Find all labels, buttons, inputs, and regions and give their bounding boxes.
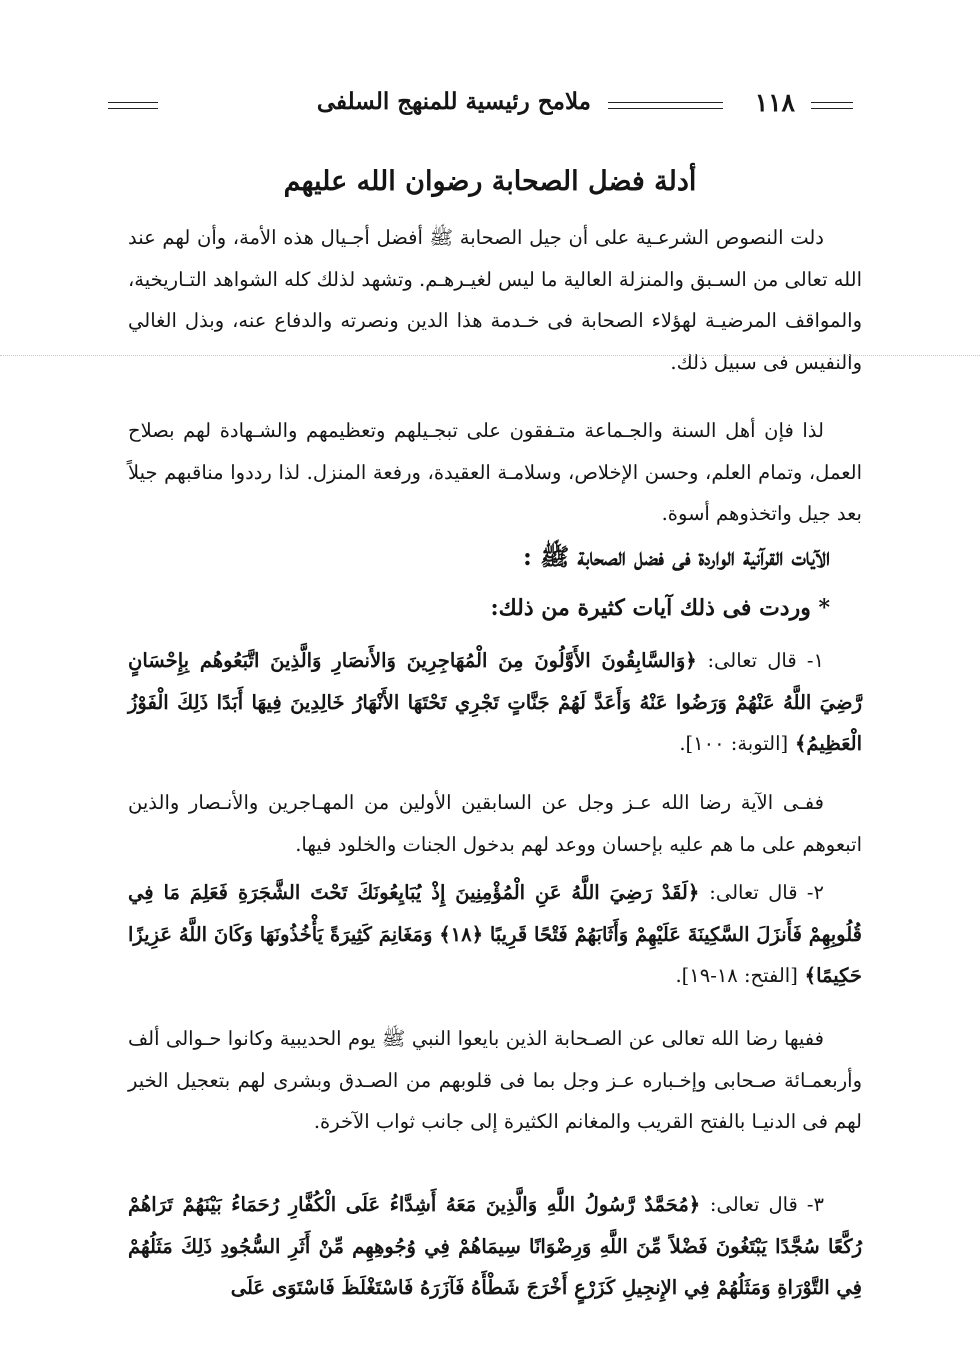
- verse-3: [128, 1184, 862, 1309]
- verse-1-text: ﴿وَالسَّابِقُونَ الأَوَّلُونَ مِنَ الْمُهَاجِرِينَ وَالأَنصَارِ وَالَّذِينَ اتَّبَعُوهُم بِإِحْسَانٍ رَّضِيَ اللَّهُ عَنْهُمْ وَرَضُوا عَنْهُ وَأَعَدَّ لَهُمْ جَنَّاتٍ تَجْرِي تَحْتَهَا الأَنْهَارُ خَالِدِينَ فِيهَا أَبَدًا ذَلِكَ الْفَوْزُ الْعَظِيمُ﴾: [128, 649, 862, 755]
- header-rule-left: [108, 102, 158, 109]
- page-number: ١١٨: [754, 88, 795, 117]
- paragraph-ahl-sunnah: لذا فإن أهل السنة والجـماعة متـفقون على تبجـيلهم وتعظيمهم والشـهادة لهم بصلاح العمل، وتمام العلم، وحسن الإخلاص، وسلامـة العقيدة، ورفعة المنزل. لذا رددوا مناقبهم جيلاً بعد جيل واتخذوهم أسوة.: [128, 419, 862, 525]
- verse-1-reference: [التوبة: ١٠٠].: [679, 732, 789, 755]
- verse-3-lead: ٣- قال تعالى:: [709, 1193, 824, 1216]
- header-rule-right: [811, 102, 853, 109]
- intro-line: * وردت فى ذلك آيات كثيرة من ذلك:: [490, 595, 830, 621]
- subheading-quranic-verses: الآيات القرآنية الواردة فى فضل الصحابة ﷺ :: [522, 542, 830, 571]
- scan-line-artifact: [0, 355, 980, 356]
- verse-3-text: ﴿مُحَمَّدٌ رَّسُولُ اللَّهِ وَالَّذِينَ مَعَهُ أَشِدَّاءُ عَلَى الْكُفَّارِ رُحَمَاءُ بَيْنَهُمْ تَرَاهُمْ رُكَّعًا سُجَّدًا يَبْتَغُونَ فَضْلاً مِّنَ اللَّهِ وَرِضْوَانًا سِيمَاهُمْ فِي وُجُوهِهِم مِّنْ أَثَرِ السُّجُودِ ذَلِكَ مَثَلُهُمْ فِي التَّوْرَاةِ وَمَثَلُهُمْ فِي الإِنجِيلِ كَزَرْعٍ أَخْرَجَ شَطْأَهُ فَآزَرَهُ فَاسْتَغْلَظَ فَاسْتَوَى عَلَى: [128, 1193, 862, 1299]
- verse-2: [128, 872, 862, 997]
- verse-2-text: ﴿لَقَدْ رَضِيَ اللَّهُ عَنِ الْمُؤْمِنِينَ إِذْ يُبَايِعُونَكَ تَحْتَ الشَّجَرَةِ فَعَلِمَ مَا فِي قُلُوبِهِمْ فَأَنزَلَ السَّكِينَةَ عَلَيْهِمْ وَأَثَابَهُمْ فَتْحًا قَرِيبًا ﴿١٨﴾ وَمَغَانِمَ كَثِيرَةً يَأْخُذُونَهَا وَكَانَ اللَّهُ عَزِيزًا حَكِيمًا﴾: [128, 881, 862, 987]
- verse-1: [128, 640, 862, 765]
- running-title: ملامح رئيسية للمنهج السلفى: [316, 88, 591, 115]
- commentary-1: ففـى الآية رضا الله عـز وجل عن السابقين الأولين من المهـاجرين والأنـصار والذين اتبعوهم على ما هم عليه بإحسان ووعد لهم بدخول الجنات والخلود فيها.: [128, 791, 862, 856]
- header-rule-middle: [608, 102, 723, 109]
- running-header: [108, 88, 853, 118]
- verse-2-reference: [الفتح: ١٨-١٩].: [675, 964, 798, 987]
- verse-1-lead: ١- قال تعالى:: [707, 649, 824, 672]
- commentary-2: ففيها رضا الله تعالى عن الصـحابة الذين بايعوا النبي ﷺ يوم الحديبية وكانوا حـوالى ألف وأربعمـائة صـحابى وإخـباره عـز وجل بما فى قلوبهم من الصـدق وبشرى لهم بتعجيل الخير لهم فى الدنيـا بالفتح القريب والمغانم الكثيرة إلى جانب ثواب الآخرة.: [128, 1027, 862, 1133]
- verse-2-lead: ٢- قال تعالى:: [709, 881, 824, 904]
- paragraph-intro: دلت النصوص الشرعـية على أن جيل الصحابة ﷺ أفضل أجـيال هذه الأمة، وأن لهم عند الله تعالى من السـبق والمنزلة العالية ما ليس لغيـرهـم. وتشهد لذلك كله الشواهد التـاريخية، والمواقف المرضيـة لهؤلاء الصحابة فى خـدمة هذا الدين ونصرته والدفاع عنه، وبذل الغالي والنفيس فى سبيل ذلك.: [128, 226, 863, 374]
- section-title: أدلة فضل الصحابة رضوان الله عليهم: [283, 166, 697, 197]
